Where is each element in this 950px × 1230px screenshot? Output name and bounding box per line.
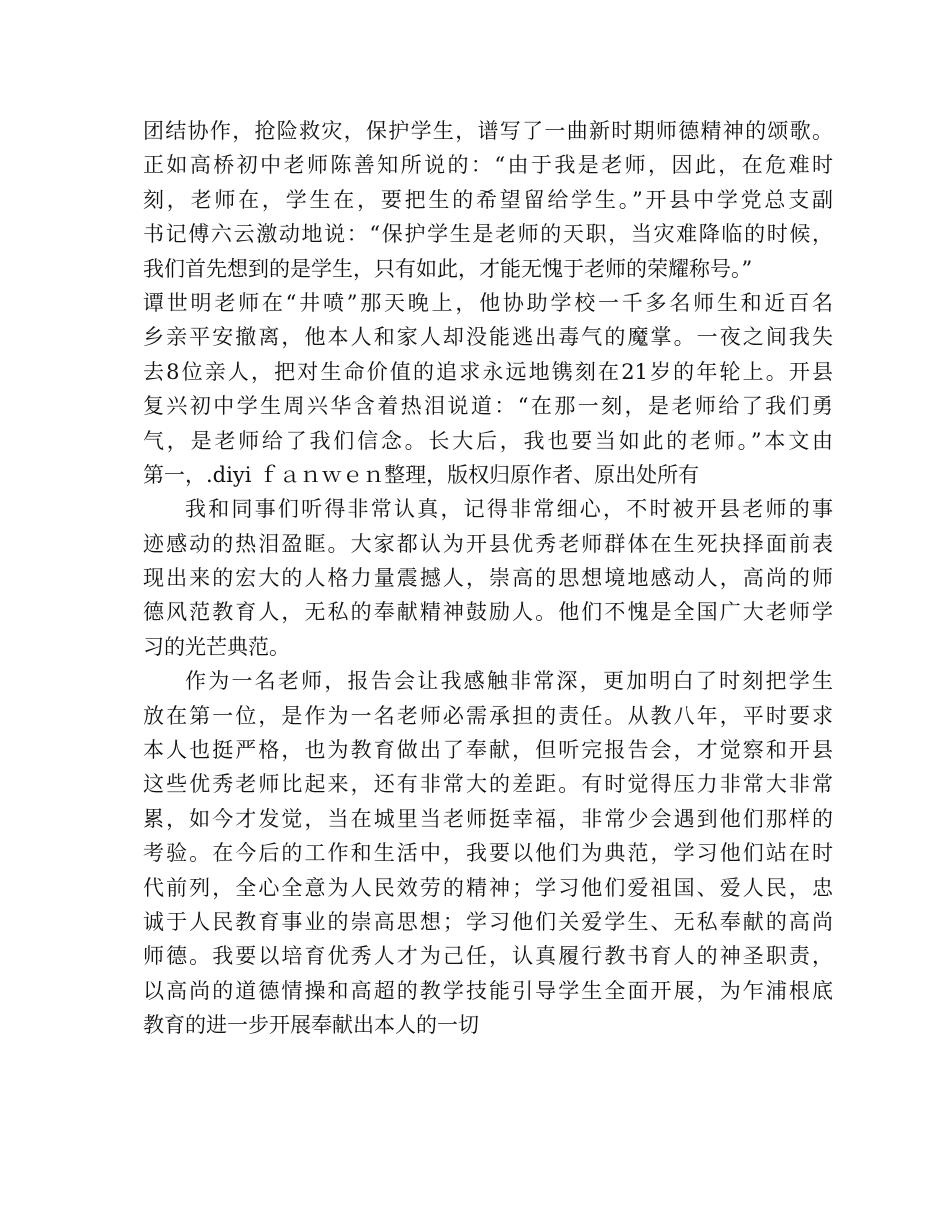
text-line: 正如高桥初中老师陈善知所说的：“由于我是老师，因此，在危难时 [143, 153, 833, 178]
text-line: 代前列，全心全意为人民效劳的精神；学习他们爱祖国、爱人民，忠 [143, 875, 833, 900]
text-line: 教育的进一步开展奉献出本人的一切 [143, 1013, 479, 1038]
document-page [143, 114, 833, 1043]
text-line: 以高尚的道德情操和高超的教学技能引导学生全面开展，为乍浦根底 [143, 978, 833, 1003]
text-line: 考验。在今后的工作和生活中，我要以他们为典范，学习他们站在时 [143, 841, 833, 866]
text-line: 德风范教育人，无私的奉献精神鼓励人。他们不愧是全国广大老师学 [143, 600, 833, 625]
text-line: 诚于人民教育事业的崇高思想；学习他们关爱学生、无私奉献的高尚 [143, 909, 833, 934]
text-line: 习的光芒典范。 [143, 634, 290, 659]
text-line: 书记傅六云激动地说：“保护学生是老师的天职，当灾难降临的时候， [143, 222, 833, 247]
text-line: 气，是老师给了我们信念。长大后，我也要当如此的老师。”本文由 [143, 428, 833, 453]
text-line: 去8位亲人，把对生命价值的追求永远地镌刻在21岁的年轮上。开县 [143, 359, 833, 384]
text-line: 现出来的宏大的人格力量震撼人，崇高的思想境地感动人，高尚的师 [143, 566, 833, 591]
text-line: 复兴初中学生周兴华含着热泪说道：“在那一刻，是老师给了我们勇 [143, 394, 833, 419]
text-line: 放在第一位，是作为一名老师必需承担的责任。从教八年，平时要求 [143, 703, 833, 728]
text-line: 作为一名老师，报告会让我感触非常深，更加明白了时刻把学生 [185, 669, 833, 694]
text-line: 第一，.diyi ｆａｎｗｅｎ整理，版权归原作者、原出处所有 [143, 462, 700, 487]
text-line: 刻，老师在，学生在，要把生的希望留给学生。”开县中学党总支副 [143, 187, 833, 212]
text-line: 我们首先想到的是学生，只有如此，才能无愧于老师的荣耀称号。” [143, 256, 753, 281]
text-line: 本人也挺严格，也为教育做出了奉献，但听完报告会，才觉察和开县 [143, 738, 833, 763]
text-line: 累，如今才发觉，当在城里当老师挺幸福，非常少会遇到他们那样的 [143, 806, 833, 831]
text-line: 师德。我要以培育优秀人才为己任，认真履行教书育人的神圣职责， [143, 944, 833, 969]
text-line: 我和同事们听得非常认真，记得非常细心，不时被开县老师的事 [185, 497, 833, 522]
text-line: 团结协作，抢险救灾，保护学生，谱写了一曲新时期师德精神的颂歌。 [143, 119, 833, 143]
text-line: 谭世明老师在“井喷”那天晚上，他协助学校一千多名师生和近百名 [143, 290, 833, 315]
text-line: 乡亲平安撤离，他本人和家人却没能逃出毒气的魔掌。一夜之间我失 [143, 325, 833, 350]
text-line: 迹感动的热泪盈眶。大家都认为开县优秀老师群体在生死抉择面前表 [143, 531, 833, 556]
text-line: 这些优秀老师比起来，还有非常大的差距。有时觉得压力非常大非常 [143, 772, 833, 797]
